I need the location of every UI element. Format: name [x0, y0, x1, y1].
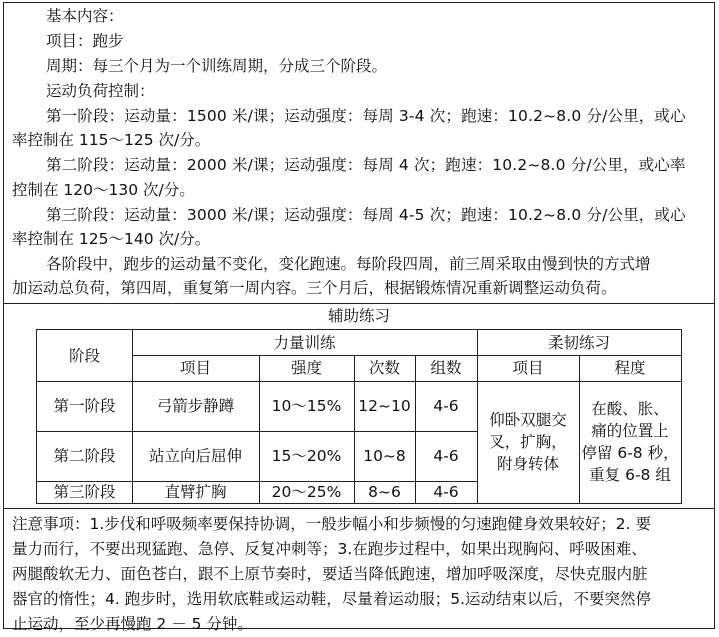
document-frame: [3, 2, 715, 633]
header-reps: 次数: [368, 359, 400, 377]
header-flex-item: 项目: [512, 359, 544, 377]
notes-line: 器官的惰性；4. 跑步时，选用软底鞋或运动鞋，尽量着运动服；5.运动结束以后，不要突然停: [12, 590, 652, 608]
auxiliary-table: [36, 329, 682, 504]
summary-line-a: 各阶段中，跑步的运动量不变化，变化跑速。每阶段四周，前三周采取由慢到快的方式增: [46, 255, 651, 273]
notes-section: [4, 508, 714, 633]
load-control-heading: 运动负荷控制：: [46, 82, 155, 100]
row2-reps: 10~8: [363, 447, 406, 465]
row3-item: 直臂扩胸: [164, 483, 227, 501]
flex-item-line: 附身转体: [496, 455, 559, 473]
row1-intensity: 10～15%: [271, 397, 342, 415]
flex-item-line: 仰卧双腿交: [489, 411, 567, 429]
notes-line: 两腿酸软无力、面色苍白，跟不上原节奏时，要适当降低跑速，增加呼吸深度，尽快克服内脏: [12, 565, 648, 583]
stage3-line-b: 率控制在 125～140 次/分。: [12, 230, 211, 248]
row2-item: 站立向后屈伸: [148, 447, 242, 465]
basic-content-heading: 基本内容：: [46, 7, 124, 25]
notes-line: 注意事项：1.步伐和呼吸频率要保持协调，一般步幅小和步频慢的匀速跑健身效果较好；2. 要: [12, 515, 652, 533]
degree-line: 重复 6-8 组: [589, 466, 671, 484]
notes-line: 量力而行，不要出现猛跑、急停、反复冲刺等；3.在跑步过程中，如果出现胸闷、呼吸困难、: [12, 540, 647, 558]
notes-text: [12, 512, 708, 637]
header-strength: 力量训练: [273, 333, 336, 352]
stage2-line-a: 第二阶段：运动量：2000 米/课；运动强度：每周 4 次；跑速：10.2~8.0 分/公里，或心率: [46, 156, 686, 174]
header-stage: 阶段: [68, 346, 100, 365]
row1-sets: 4-6: [433, 397, 459, 415]
row2-stage: 第二阶段: [53, 447, 116, 465]
row3-reps: 8~6: [368, 483, 401, 501]
row3-stage: 第三阶段: [53, 483, 116, 501]
notes-line: 止运动，至少再慢跑 2 － 5 分钟。: [12, 615, 253, 633]
period-line: 周期：每三个月为一个训练周期，分成三个阶段。: [46, 57, 388, 75]
row3-sets: 4-6: [433, 483, 459, 501]
stage1-line-a: 第一阶段：运动量：1500 米/课；运动强度：每周 3-4 次；跑速：10.2~8.0 分/公里，或心: [46, 107, 686, 125]
degree-merged: [579, 381, 681, 503]
auxiliary-section: [4, 303, 714, 509]
degree-line: 痛的位置上: [591, 422, 669, 440]
row2-intensity: 15～20%: [271, 447, 342, 465]
degree-line: 在酸、胀、: [591, 400, 669, 418]
row1-stage: 第一阶段: [53, 397, 116, 415]
basic-content-section: [4, 3, 714, 304]
project-line: 项目：跑步: [46, 32, 124, 50]
degree-line: 停留 6-8 秒，: [581, 444, 679, 462]
row1-item: 弓箭步静蹲: [156, 397, 235, 415]
flex-item-merged: [477, 381, 579, 503]
row1-reps: 12~10: [358, 397, 411, 415]
header-flexibility: 柔韧练习: [547, 333, 610, 352]
row3-intensity: 20～25%: [271, 483, 342, 501]
stage2-line-b: 控制在 120～130 次/分。: [12, 181, 195, 199]
header-intensity: 强度: [290, 359, 322, 377]
header-sets: 组数: [430, 359, 462, 377]
header-item: 项目: [179, 359, 211, 377]
row2-sets: 4-6: [433, 447, 459, 465]
stage1-line-b: 率控制在 115～125 次/分。: [12, 131, 211, 149]
flex-item-line: 叉，扩胸，: [489, 433, 567, 451]
summary-line-b: 加运动总负荷，第四周，重复第一周内容。三个月后，根据锻炼情况重新调整运动负荷。: [12, 279, 617, 297]
auxiliary-title: 辅助练习: [327, 307, 390, 325]
stage3-line-a: 第三阶段：运动量：3000 米/课；运动强度：每周 4-5 次；跑速：10.2~8.0 分/公里，或心: [46, 206, 686, 224]
header-degree: 程度: [614, 359, 646, 377]
